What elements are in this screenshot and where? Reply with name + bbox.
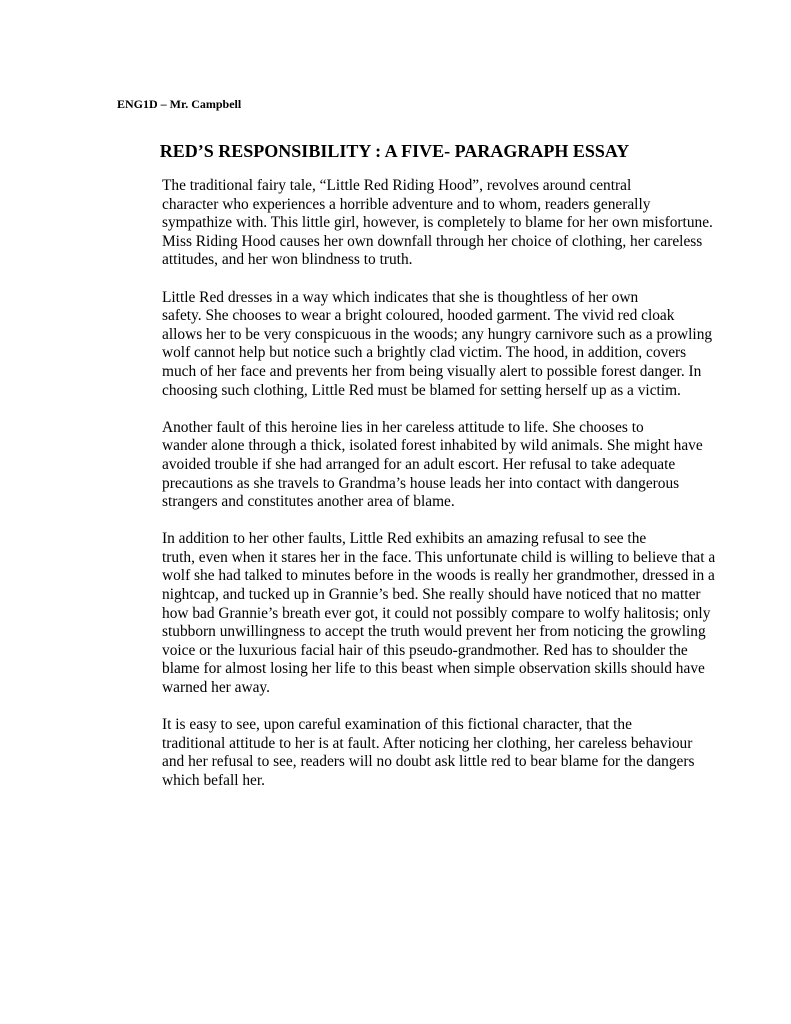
text-line: attitudes, and her won blindness to truth. xyxy=(162,251,413,269)
text-line: wander alone through a thick, isolated forest inhabited by wild animals. She might have xyxy=(162,437,703,455)
text-line: character who experiences a horrible adventure and to whom, readers generally xyxy=(162,195,651,213)
text-line: Miss Riding Hood causes her own downfall through her choice of clothing, her careless xyxy=(162,232,703,250)
text-line: wolf cannot help but notice such a brightly clad victim. The hood, in addition, covers xyxy=(162,344,687,362)
text-line: stubborn unwillingness to accept the truth would prevent her from noticing the growling xyxy=(162,623,706,641)
text-line: wolf she had talked to minutes before in the woods is really her grandmother, dressed in a xyxy=(162,567,715,585)
course-line: ENG1D – Mr. Campbell xyxy=(117,97,242,111)
text-line: choosing such clothing, Little Red must be blamed for setting herself up as a victim. xyxy=(162,381,681,399)
text-line: In addition to her other faults, Little Red exhibits an amazing refusal to see the xyxy=(162,530,647,548)
text-line: truth, even when it stares her in the face. This unfortunate child is willing to believe that a xyxy=(162,548,716,566)
text-line: much of her face and prevents her from being visually alert to possible forest danger. In xyxy=(162,362,702,380)
text-line: allows her to be very conspicuous in the woods; any hungry carnivore such as a prowling xyxy=(162,325,713,343)
text-line: traditional attitude to her is at fault. After noticing her clothing, her careless behaviour xyxy=(162,734,693,752)
text-line: Little Red dresses in a way which indicates that she is thoughtless of her own xyxy=(162,288,639,306)
paragraph-clothing xyxy=(117,288,713,401)
paragraph-blindness-to-truth xyxy=(117,530,716,697)
paragraph-careless-attitude xyxy=(117,418,703,512)
text-line: nightcap, and tucked up in Grannie’s bed. She really should have noticed that no matter xyxy=(162,586,701,604)
paragraph-conclusion xyxy=(117,716,695,790)
text-line: precautions as she travels to Grandma’s house leads her into contact with dangerous xyxy=(162,474,680,492)
text-line: avoided trouble if she had arranged for an adult escort. Her refusal to take adequate xyxy=(162,455,676,473)
text-line: The traditional fairy tale, “Little Red Riding Hood”, revolves around central xyxy=(162,177,632,194)
text-line: sympathize with. This little girl, however, is completely to blame for her own misfortune. xyxy=(162,214,713,232)
essay-body xyxy=(117,177,716,791)
text-line: voice or the luxurious facial hair of this pseudo-grandmother. Red has to shoulder the xyxy=(162,641,688,659)
text-line: which befall her. xyxy=(162,772,265,789)
paragraph-introduction xyxy=(117,177,713,270)
essay-title: RED’S RESPONSIBILITY : A FIVE- PARAGRAPH ESSAY xyxy=(159,141,630,161)
text-line: It is easy to see, upon careful examination of this fictional character, that the xyxy=(162,716,632,734)
text-line: how bad Grannie’s breath ever got, it could not possibly compare to wolfy halitosis; only xyxy=(162,604,711,622)
text-line: warned her away. xyxy=(162,679,270,697)
text-line: blame for almost losing her life to this beast when simple observation skills should have xyxy=(162,660,705,678)
text-line: safety. She chooses to wear a bright coloured, hooded garment. The vivid red cloak xyxy=(162,307,675,325)
text-line: strangers and constitutes another area of blame. xyxy=(162,493,455,511)
text-line: and her refusal to see, readers will no doubt ask little red to bear blame for the dangers xyxy=(162,753,695,771)
text-line: Another fault of this heroine lies in her careless attitude to life. She chooses to xyxy=(162,418,644,436)
